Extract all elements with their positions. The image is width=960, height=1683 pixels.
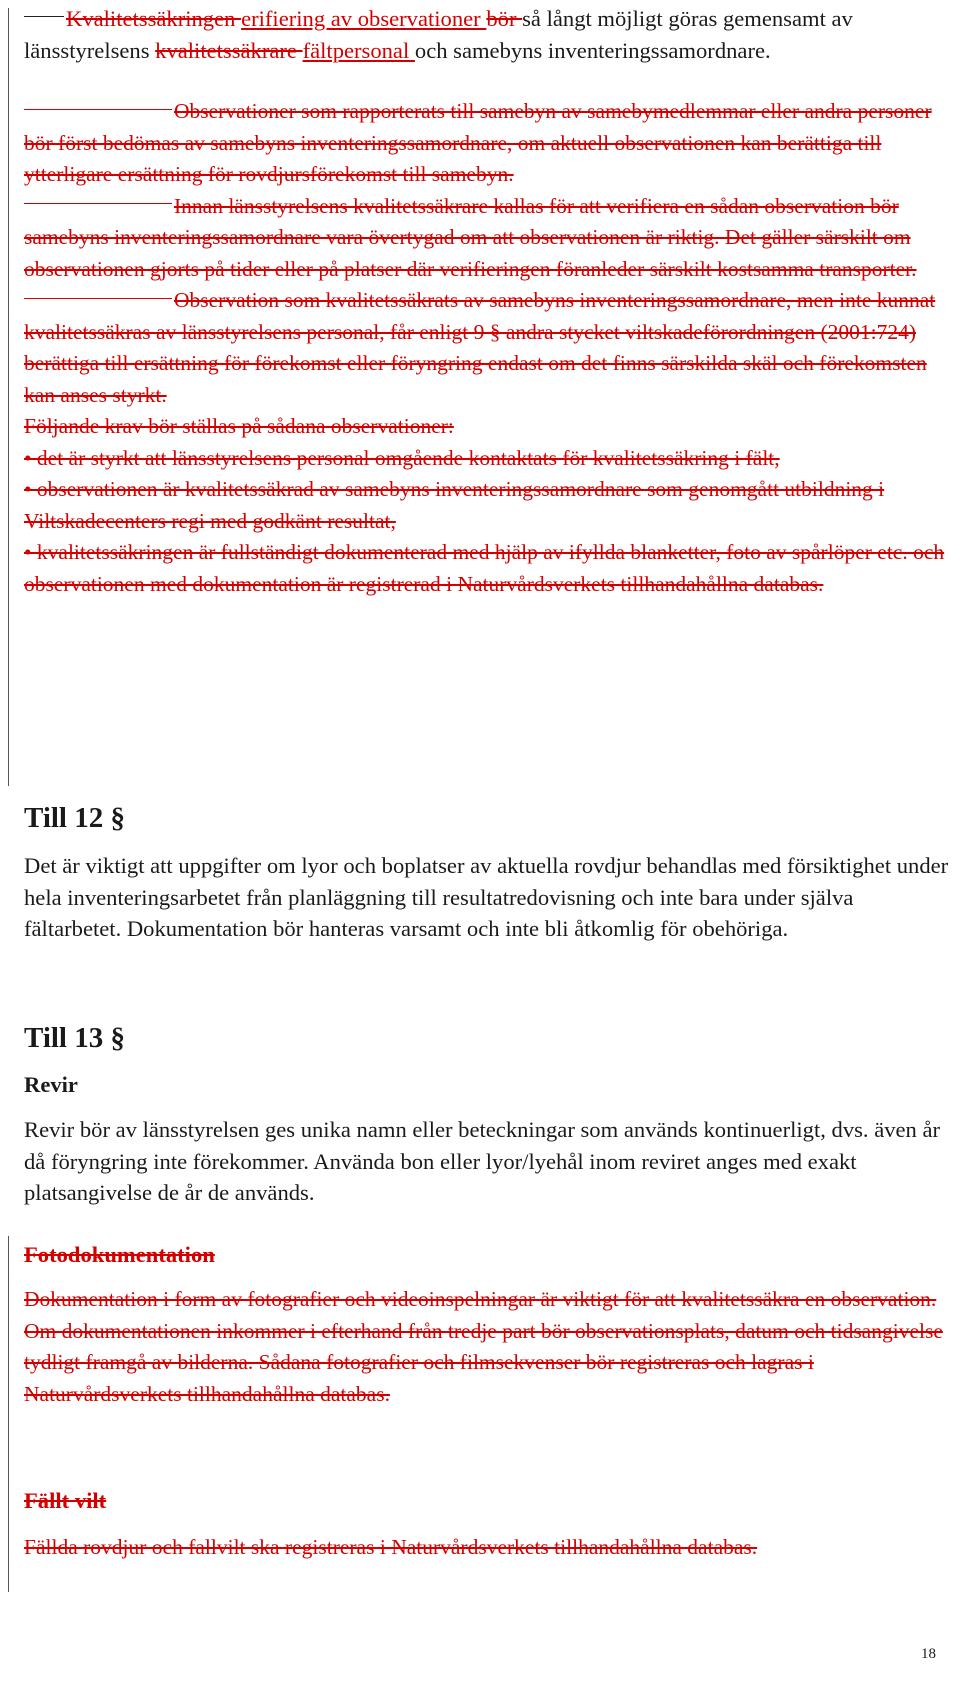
paragraph-quality xyxy=(24,285,956,411)
paragraph-verification xyxy=(24,191,956,286)
bullet-item: • det är styrkt att länsstyrelsens personal omgående kontaktats för kvalitetssäkring i fält, xyxy=(24,445,780,470)
paragraph-fallt xyxy=(24,1532,956,1564)
deleted-text: bör xyxy=(486,6,523,31)
deleted-text: Kvalitetssäkringen xyxy=(66,6,242,31)
deleted-text: kvalitetssäkrare xyxy=(155,37,303,63)
section-till-13 xyxy=(24,1020,956,1056)
paragraph-text: Fällda rovdjur och fallvilt ska registreras i Naturvårdsverkets tillhandahållna databas. xyxy=(24,1535,758,1559)
inserted-text: erifiering av observationer xyxy=(241,6,487,31)
tab-leader xyxy=(24,16,64,17)
section-heading: Till 12 § xyxy=(24,802,125,834)
subheading-foto-block xyxy=(24,1240,956,1270)
body-text: så långt möjligt göras gemensamt av länsstyrelsens xyxy=(24,6,853,63)
paragraph-text: Innan länsstyrelsens kvalitetssäkrare kallas för att verifiera en sådan observation bör samebyns inventeringssamordnare vara övertygad om att observationen är riktig. Det gäller särskilt om observationen gjorts på tider eller på platser där verifieringen föranleder särskilt kostsamma transporter. xyxy=(24,193,917,281)
paragraph-till-12 xyxy=(24,850,956,945)
paragraph-requirements: Följande krav bör ställas på sådana observationer: xyxy=(24,414,454,438)
page-number: 18 xyxy=(921,1646,936,1662)
change-bar xyxy=(8,1236,9,1592)
tab-leader xyxy=(24,203,172,204)
paragraph-intro xyxy=(24,3,956,66)
paragraph-revir xyxy=(24,1114,956,1209)
paragraph-text: Revir bör av länsstyrelsen ges unika namn eller beteckningar som används kontinuerligt, dvs. även år då föryngring inte förekommer. Använda bon eller lyor/lyehål inom reviret anges med exakt platsangivelse de år de används. xyxy=(24,1117,941,1205)
bullet-item: • kvalitetssäkringen är fullständigt dokumenterad med hjälp av ifyllda blanketter, foto av spårlöper etc. och observationen med dokumentation är registrerad i Naturvårdsverkets tillhandahållna databas. xyxy=(24,540,945,596)
subheading-fallt-block xyxy=(24,1486,956,1516)
body-text: och samebyns inventeringssamordnare. xyxy=(414,37,771,63)
change-bar xyxy=(8,8,9,786)
paragraph-text: Observationer som rapporterats till samebyn av samebymedlemmar eller andra personer bör först bedömas av samebyns inventeringssamordnare, om aktuell observationen kan berättiga till ytterligare ersättning för rovdjursförekomst till samebyn. xyxy=(24,99,932,186)
paragraph-text: Dokumentation i form av fotografier och videoinspelningar är viktigt för att kvalitetssäkra en observation. Om dokumentationen inkommer i efterhand från tredje part bör observationsplats, datum och tidsangivelse tydligt framgå av bilderna. Sådana fotografier och filmsekvenser bör registreras och lagras i Naturvårdsverkets tillhandahållna databas. xyxy=(24,1287,943,1406)
paragraph-text: Det är viktigt att uppgifter om lyor och boplatser av aktuella rovdjur behandlas med försiktighet under hela inventeringsarbetet från planläggning till resultatredovisning och inte bara under själva fältarbetet. Dokumentation bör hanteras varsamt och inte bli åtkomlig för obehöriga. xyxy=(24,853,949,941)
section-heading: Till 13 § xyxy=(24,1022,125,1054)
tab-leader xyxy=(24,298,172,299)
paragraph-text: Observation som kvalitetssäkrats av samebyns inventeringssamordnare, men inte kunnat kvalitetssäkras av länsstyrelsens personal, får enligt 9 § andra stycket viltskadeförordningen (2001:724) berättiga till ersättning för förekomst eller föryngring endast om det finns särskilda skäl och förekomsten kan anses styrkt. xyxy=(24,288,936,407)
paragraph-foto xyxy=(24,1284,956,1410)
inserted-text: fältpersonal xyxy=(302,37,415,63)
subheading-revir: Revir xyxy=(24,1072,78,1097)
subheading-revir-block xyxy=(24,1070,956,1100)
paragraph-observations xyxy=(24,96,956,191)
section-till-12 xyxy=(24,800,956,836)
deleted-section xyxy=(24,96,956,600)
subheading-fallt-vilt: Fällt vilt xyxy=(24,1488,107,1513)
tab-leader xyxy=(24,109,172,110)
bullet-item: • observationen är kvalitetssäkrad av samebyns inventeringssamordnare som genomgått utbildning i Viltskadecenters regi med godkänt resultat, xyxy=(24,477,885,533)
subheading-fotodokumentation: Fotodokumentation xyxy=(24,1242,215,1267)
